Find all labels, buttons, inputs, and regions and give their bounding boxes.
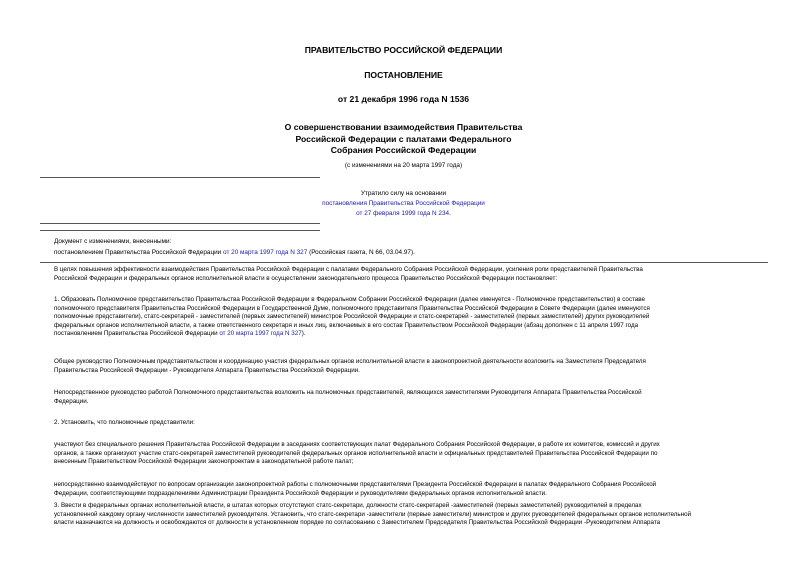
amended-suffix: (Российская газета, N 66, 03.04.97). — [307, 249, 415, 256]
title-line: О совершенствовании взаимодействия Правительства — [284, 122, 523, 132]
paragraph-6 — [40, 481, 768, 498]
text-line: непосредственно взаимодействуют по вопросам организации законопроектной работы с полномочными представителями Президента Российской Федерации в палатах Федерального Собрания Российской — [54, 481, 657, 488]
text-line: Правительства Российской Федерации - Руководителя Аппарата Правительства Российской Федерации. — [54, 366, 360, 374]
paragraph-4 — [40, 419, 768, 428]
text-line: Российской Федерации и федеральных органов исполнительной власти в осуществлении законодательного процесса Правительство Российской Федерации постановляет: — [54, 274, 558, 282]
text-line: Федерации, соответствующими подразделениями Администрации Президента Российской Федерации и руководителями федеральных органов исполнительной власти. — [54, 489, 547, 497]
changes-note: (с изменениями на 20 марта 1997 года) — [344, 162, 463, 169]
divider — [40, 177, 320, 178]
text-line: 2. Установить, что полномочные представители: — [54, 419, 195, 426]
paragraph-2 — [40, 358, 768, 375]
amended-label: Документ с изменениями, внесенными: — [54, 238, 172, 245]
divider — [40, 230, 320, 231]
text-line: В целях повышения эффективности взаимодействия Правительства Российской Федерации с палатами Федерального Собрания Российской Федерации, усиления роли представителей Правительства — [54, 266, 643, 273]
divider — [40, 223, 320, 224]
paragraph-preamble — [40, 266, 768, 283]
amended-line — [54, 249, 415, 256]
expired-date-suffix: . — [449, 210, 451, 217]
text-span: постановлением Правительства Российской Федерации — [54, 330, 220, 338]
text-line: 1. Образовать Полномочное представительство Правительства Российской Федерации в Федеральном Собрании Российской Федерации (далее именуется - Полномочное представительство) в составе — [54, 296, 645, 303]
paragraph-7 — [40, 502, 768, 528]
text-line: органов, а также организуют участие статс-секретарей заместителей руководителей федеральных органов исполнительной власти и официальных представителей Правительства Российской Федерации по — [54, 449, 658, 457]
text-line: Непосредственное руководство работой Полномочного представительства возложить на полномочных представителей, являющихся заместителями Руководителя Аппарата Правительства Российской — [54, 389, 642, 396]
expired-link[interactable]: постановления Правительства Российской Федерации — [322, 200, 485, 207]
paragraph-1 — [40, 296, 768, 339]
paragraph-5 — [40, 441, 768, 467]
document-date-heading: от 21 декабря 1996 года N 1536 — [337, 94, 470, 104]
text-line: полномочные представители), статс-секретарей - заместителей (первых заместителей) министров Российской Федерации и статс-секретарей - заместителей (первых заместителей) других руководителей — [54, 313, 650, 321]
text-line: полномочного представителя Правительства Российской Федерации в Государственной Думе, полномочного представителя Правительства Российской Федерации в Совете Федерации (далее именуются — [54, 304, 650, 312]
expired-note: Утратило силу на основании — [360, 190, 447, 197]
amendment-link[interactable]: от 20 марта 1997 года N 327 — [219, 330, 302, 338]
text-line: 3. Ввести в федеральных органах исполнительной власти, в штатах которых отсутствуют статс-секретари, должности статс-секретарей -заместителей (первых заместителей) руководителей в пределах — [54, 502, 642, 509]
text-line: участвуют без специального решения Правительства Российской Федерации в заседаниях соответствующих палат Федерального Собрания Российской Федерации, в работе их комитетов, комиссий и других — [54, 441, 660, 448]
paragraph-3 — [40, 389, 768, 406]
text-span: ). — [301, 330, 306, 338]
document-title — [0, 122, 807, 157]
text-line: Федерации. — [54, 397, 89, 405]
divider — [40, 262, 768, 263]
text-line: власти назначаются на должность и освобождаются от должности в установленном порядке по согласованию с Заместителем Председателя Правительства Российской Федерации -Руководителем Аппарата — [54, 519, 661, 527]
text-line: Общее руководство Полномочным представительством и координацию участия федеральных органов исполнительной власти в законопроектной деятельности возложить на Заместителя Председателя — [54, 358, 646, 365]
text-line: внесенным Правительством Российской Федерации законопроектам в законодательной работе палат; — [54, 458, 354, 466]
government-heading: ПРАВИТЕЛЬСТВО РОССИЙСКОЙ ФЕДЕРАЦИИ — [304, 45, 503, 55]
expired-date-line — [0, 210, 807, 217]
title-line: Собрания Российской Федерации — [330, 145, 477, 155]
text-line: установленной каждому органу численности заместителей руководителя. Установить, что статс-секретари -заместители (первые заместители) министров и других руководителей федеральных органов исполнительной — [54, 510, 692, 518]
title-line: Российской Федерации с палатами Федерального — [295, 133, 512, 144]
expired-date-link[interactable]: от 27 февраля 1999 года N 234 — [356, 210, 450, 217]
text-line — [40, 330, 768, 339]
text-line: федеральных органов исполнительной власти, а также ответственного секретаря и иных лиц, включаемых в его состав Правительством Российской Федерации (абзац дополнен с 11 апреля 1997 года — [54, 321, 639, 329]
document-type-heading: ПОСТАНОВЛЕНИЕ — [364, 70, 443, 80]
amended-link[interactable]: от 20 марта 1997 года N 327 — [223, 249, 308, 256]
amended-prefix: постановлением Правительства Российской Федерации — [54, 249, 224, 256]
